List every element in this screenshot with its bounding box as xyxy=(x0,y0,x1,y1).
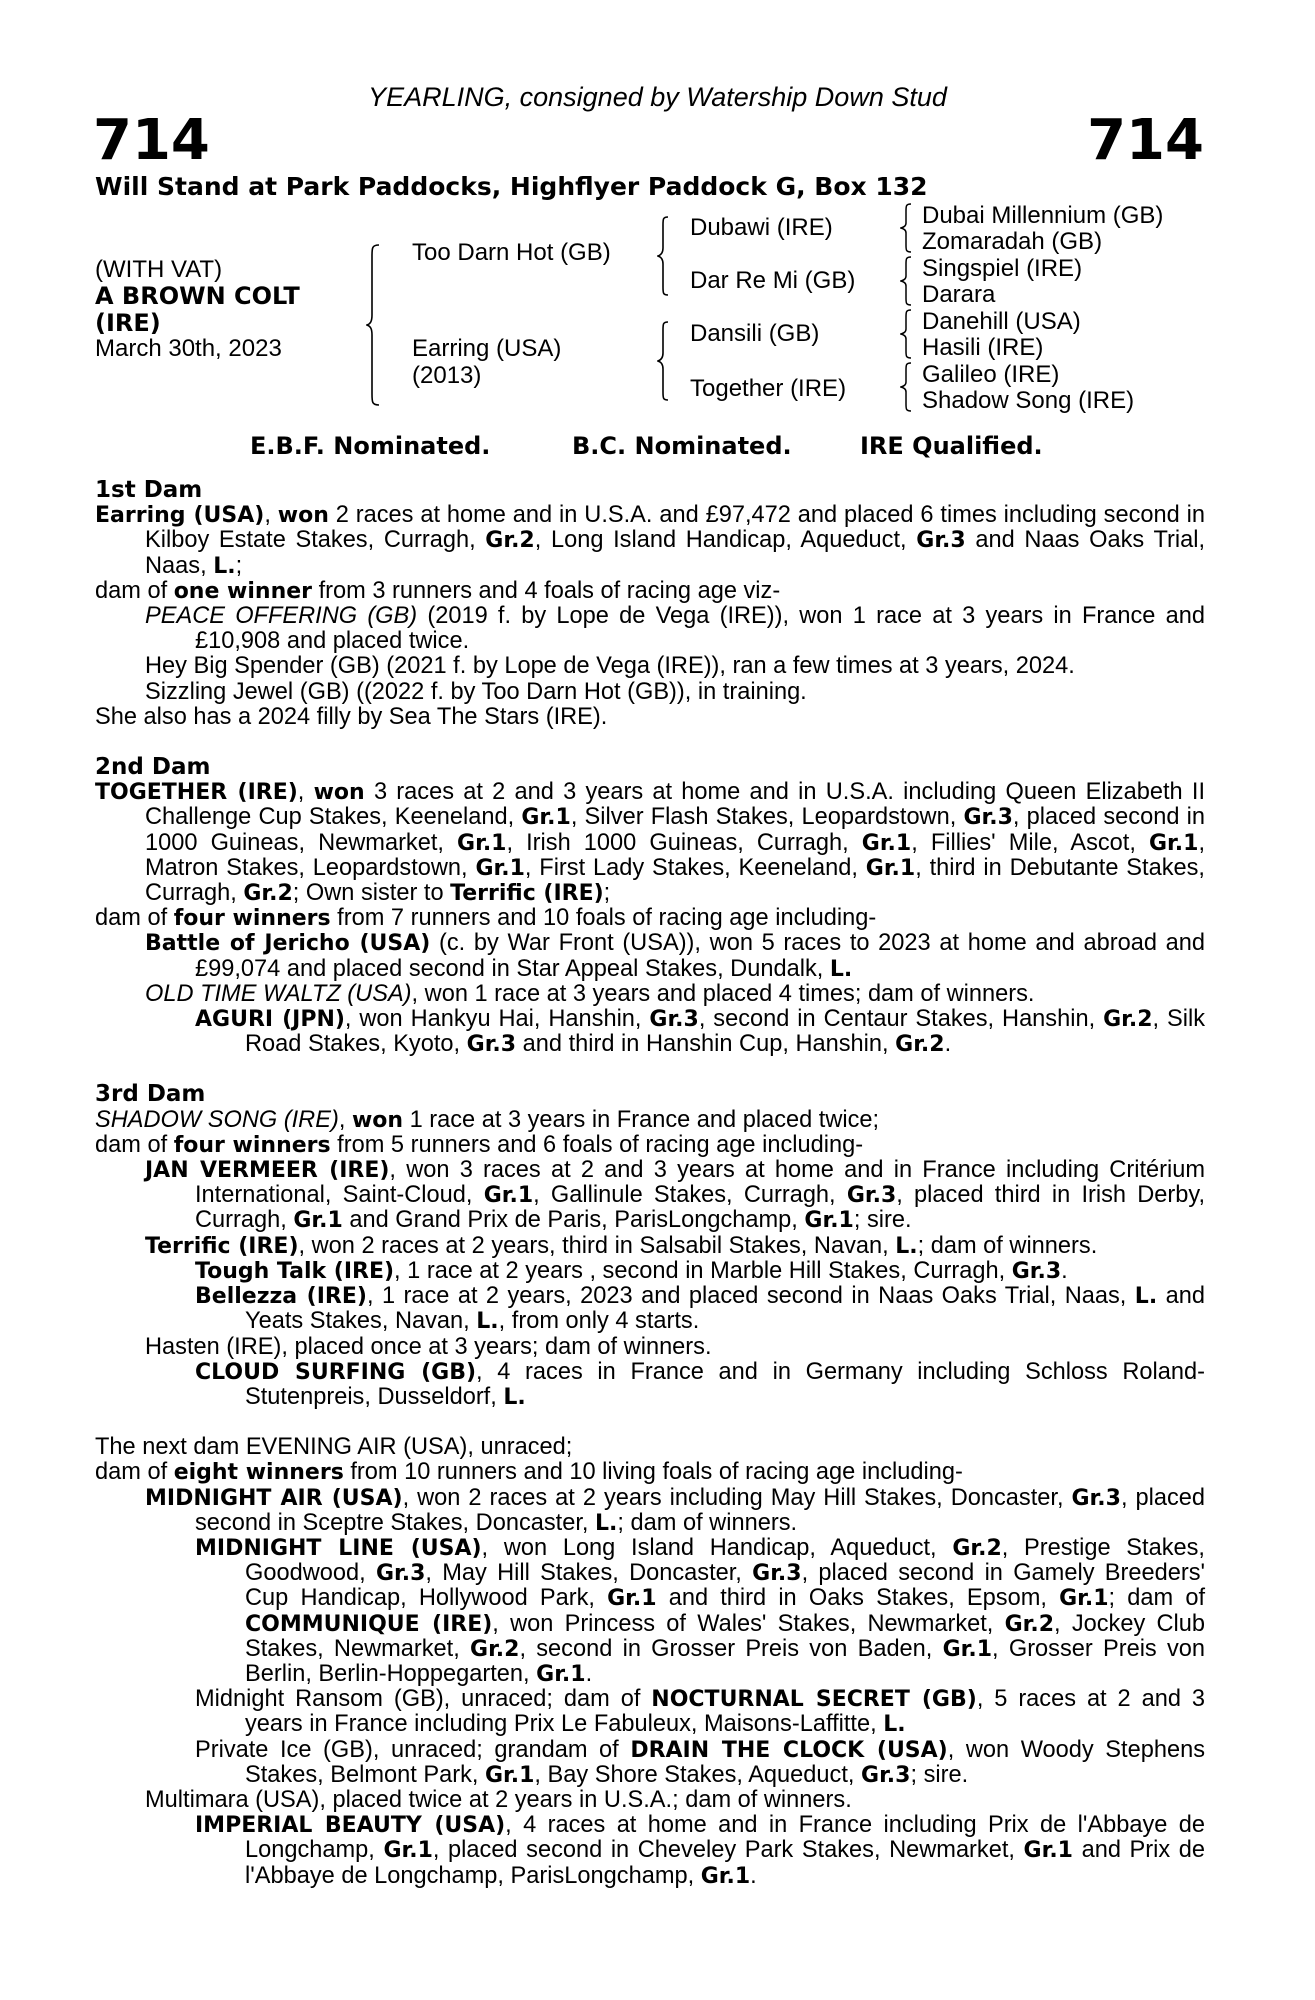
bold-text: four winners xyxy=(173,1132,331,1158)
text-run: , Bay Shore Stakes, Aqueduct, xyxy=(534,1761,862,1788)
stand-location: Will Stand at Park Paddocks, Highflyer Paddock G, Box 132 xyxy=(95,172,928,201)
text-run: . xyxy=(750,1862,757,1889)
text-run: and Yeats Stakes, Navan, xyxy=(245,1283,1205,1335)
text-run: The next dam EVENING AIR (USA), unraced; xyxy=(95,1434,573,1461)
bold-text: one winner xyxy=(173,578,313,604)
text-run: 2 races at home and in U.S.A. and £97,472 and placed 6 times including second in Kilboy Estate Stakes, Curragh, xyxy=(145,502,1205,554)
text-run: , Irish 1000 Guineas, Curragh, xyxy=(506,829,862,856)
family-entry xyxy=(95,1813,1205,1889)
bold-text: Terrific (IRE) xyxy=(145,1233,299,1259)
family-entry xyxy=(95,1234,1205,1259)
bold-text: Gr.1 xyxy=(536,1661,586,1687)
section-heading: 2nd Dam xyxy=(95,754,211,781)
text-run: , Jockey Club Stakes, Newmarket, xyxy=(245,1610,1205,1662)
text-run: Multimara (USA), placed twice at 2 years in U.S.A.; dam of winners. xyxy=(145,1786,852,1813)
text-run: dam of xyxy=(95,1131,174,1158)
text-run: , won Hankyu Hai, Hanshin, xyxy=(344,1006,650,1033)
pedigree-brace-1 xyxy=(366,244,380,406)
bold-text: MIDNIGHT AIR (USA) xyxy=(145,1485,403,1511)
bold-text: Gr.3 xyxy=(963,805,1013,831)
bc-nomination: B.C. Nominated. xyxy=(572,432,792,460)
bold-text: Gr.3 xyxy=(861,1762,911,1788)
lot-number-right: 714 xyxy=(1087,108,1204,173)
text-run: (2019 f. by Lope de Vega (IRE)), won 1 race at 3 years in France and £10,908 and placed twice. xyxy=(195,603,1206,655)
family-entry xyxy=(95,1460,1205,1485)
bold-text: L. xyxy=(1134,1284,1158,1310)
bold-text: Gr.1 xyxy=(942,1636,993,1662)
text-run: , May Hill Stakes, Doncaster, xyxy=(425,1560,753,1587)
horse-name: A BROWN COLT xyxy=(95,282,300,310)
text-run: , 4 races in France and in Germany including Schloss Roland-Stutenpreis, Dusseldorf, xyxy=(245,1358,1206,1410)
ancestor-6: Hasili (IRE) xyxy=(922,334,1044,361)
text-run: , placed second in Cheveley Park Stakes, Newmarket, xyxy=(432,1837,1024,1864)
pedigree-brace-6 xyxy=(900,309,912,359)
text-run: , second in Grosser Preis von Baden, xyxy=(519,1635,943,1662)
bold-text: Gr.2 xyxy=(243,881,293,907)
text-run: , won 3 races at 2 and 3 years at home and in France including Critérium International, Saint-Cloud, xyxy=(195,1157,1205,1209)
text-run: , Prestige Stakes, Goodwood, xyxy=(245,1534,1205,1587)
bold-text: Gr.1 xyxy=(457,830,507,856)
text-run: Private Ice (GB), unraced; grandam of xyxy=(195,1736,631,1763)
text-run: , third in Debutante Stakes, Curragh, xyxy=(145,854,1205,907)
bold-text: L. xyxy=(503,1384,526,1410)
bold-text: four winners xyxy=(173,906,331,932)
text-run: , placed second in 1000 Guineas, Newmarket, xyxy=(145,804,1205,856)
bold-text: Gr.1 xyxy=(861,830,912,856)
ancestor-1: Dubai Millennium (GB) xyxy=(922,202,1164,229)
text-run: 3 races at 2 and 3 years at home and in U.S.A. including Queen Elizabeth II Challenge Cup Stakes, Keeneland, xyxy=(145,779,1205,831)
family-entry xyxy=(95,982,1205,1007)
family-entry xyxy=(95,1108,1205,1133)
text-run: , Fillies' Mile, Ascot, xyxy=(911,829,1149,856)
section-heading: 3rd Dam xyxy=(95,1081,206,1108)
text-run: and Naas Oaks Trial, Naas, xyxy=(145,527,1206,579)
text-run: . xyxy=(1061,1257,1068,1284)
bold-text: JAN VERMEER (IRE) xyxy=(145,1158,390,1184)
bold-text: Gr.1 xyxy=(700,1863,751,1889)
section-heading: 1st Dam xyxy=(95,477,203,503)
text-run: and third in Hanshin Cup, Hanshin, xyxy=(516,1031,896,1058)
bold-text: Gr.1 xyxy=(483,1183,534,1209)
bold-text: Gr.3 xyxy=(1011,1258,1062,1284)
dam-sire: Dansili (GB) xyxy=(690,320,820,347)
ancestor-7: Galileo (IRE) xyxy=(922,361,1060,388)
family-section xyxy=(95,1082,1205,1410)
dam-name: Earring (USA) xyxy=(412,335,562,362)
bold-text: Gr.1 xyxy=(383,1838,433,1864)
section-gap xyxy=(95,1410,1205,1435)
sire-name: Too Darn Hot (GB) xyxy=(412,239,611,266)
text-run: , xyxy=(297,779,314,806)
text-run: and Grand Prix de Paris, ParisLongchamp, xyxy=(342,1207,805,1234)
bold-text: NOCTURNAL SECRET (GB) xyxy=(651,1687,977,1713)
text-run: , placed third in Irish Derby, Curragh, xyxy=(195,1182,1205,1234)
family-entry xyxy=(95,1788,1205,1813)
family-entry xyxy=(95,503,1205,579)
family-entry xyxy=(95,906,1205,931)
family-entry xyxy=(95,1486,1205,1536)
text-run: , First Lady Stakes, Keeneland, xyxy=(524,854,866,881)
bold-text: Earring (USA) xyxy=(95,503,265,529)
family-entry xyxy=(95,680,1205,705)
text-run: , won 1 race at 3 years and placed 4 times; dam of winners. xyxy=(411,980,1035,1007)
section-gap xyxy=(95,730,1205,755)
italic-text: SHADOW SONG (IRE) xyxy=(95,1106,339,1133)
horse-origin: (IRE) xyxy=(95,309,161,337)
text-run: Hasten (IRE), placed once at 3 years; dam of winners. xyxy=(145,1333,712,1360)
text-run: from 5 runners and 6 foals of racing age including- xyxy=(330,1131,864,1158)
bold-text: L. xyxy=(895,1233,918,1259)
bold-text: Gr.1 xyxy=(293,1208,343,1234)
pedigree-brace-2 xyxy=(657,216,669,296)
family-entry xyxy=(95,1360,1205,1410)
family-entry xyxy=(95,654,1205,679)
sire-sire: Dubawi (IRE) xyxy=(690,214,833,241)
bold-text: Gr.2 xyxy=(952,1535,1002,1561)
bold-text: Gr.2 xyxy=(485,528,535,554)
bold-text: won xyxy=(351,1107,404,1133)
text-run: , placed second in Sceptre Stakes, Doncaster, xyxy=(195,1484,1206,1536)
bold-text: L. xyxy=(476,1309,499,1335)
text-run: , won 2 races at 2 years including May Hill Stakes, Doncaster, xyxy=(402,1484,1072,1511)
family-entry xyxy=(95,1158,1205,1234)
text-run: 1 race at 3 years in France and placed twice; xyxy=(403,1106,880,1133)
ebf-nomination: E.B.F. Nominated. xyxy=(250,432,491,460)
text-run: , second in Centaur Stakes, Hanshin, xyxy=(698,1006,1104,1033)
pedigree-brace-7 xyxy=(900,362,912,412)
consignor-line: YEARLING, consigned by Watership Down Stud xyxy=(368,82,947,112)
bold-text: Gr.3 xyxy=(375,1561,426,1587)
text-run: ; dam of xyxy=(1108,1585,1205,1612)
text-run: She also has a 2024 filly by Sea The Stars (IRE). xyxy=(95,703,608,730)
text-run: , won 2 races at 2 years, third in Salsabil Stakes, Navan, xyxy=(298,1232,896,1259)
text-run: , placed second in Gamely Breeders' Cup Handicap, Hollywood Park, xyxy=(245,1560,1206,1612)
section-gap xyxy=(95,1057,1205,1082)
family-entry xyxy=(95,705,1205,730)
family-entry xyxy=(95,1435,1205,1460)
text-run: Hey Big Spender (GB) (2021 f. by Lope de Vega (IRE)), ran a few times at 3 years, 2024. xyxy=(145,653,1075,680)
text-run: ; sire. xyxy=(910,1761,969,1788)
bold-text: Gr.1 xyxy=(521,805,571,831)
family-entry xyxy=(95,1133,1205,1158)
text-run: ; sire. xyxy=(853,1207,912,1234)
bold-text: Gr.2 xyxy=(895,1032,945,1058)
text-run: ; dam of winners. xyxy=(917,1232,1098,1259)
text-run: , 1 race at 2 years , second in Marble Hill Stakes, Curragh, xyxy=(394,1257,1012,1284)
text-run: . xyxy=(585,1660,593,1687)
lot-number-left: 714 xyxy=(93,108,210,173)
family-entry xyxy=(95,579,1205,604)
family-section xyxy=(95,478,1205,730)
bold-text: Gr.1 xyxy=(484,1762,535,1788)
ancestor-3: Singspiel (IRE) xyxy=(922,255,1083,282)
text-run: , 1 race at 2 years, 2023 and placed second in Naas Oaks Trial, Naas, xyxy=(366,1283,1135,1310)
bold-text: AGURI (JPN) xyxy=(195,1007,345,1033)
text-run: dam of xyxy=(95,1459,174,1486)
pedigree-brace-4 xyxy=(900,203,912,253)
bold-text: Gr.3 xyxy=(466,1032,517,1058)
text-run: dam of xyxy=(95,577,174,604)
text-run: ; xyxy=(235,552,243,579)
text-run: (c. by War Front (USA)), won 5 races to 2023 at home and abroad and £99,074 and placed second in Star Appeal Stakes, Dundalk, xyxy=(195,930,1205,982)
bold-text: IMPERIAL BEAUTY (USA) xyxy=(195,1813,506,1839)
bold-text: Battle of Jericho (USA) xyxy=(145,931,431,957)
family-entry xyxy=(95,1284,1205,1334)
text-run: , won Woody Stephens Stakes, Belmont Park, xyxy=(245,1736,1205,1788)
bold-text: Gr.3 xyxy=(916,528,966,554)
dam-dam: Together (IRE) xyxy=(690,375,847,402)
bold-text: Gr.2 xyxy=(1103,1007,1153,1033)
ancestor-4: Darara xyxy=(922,281,996,308)
text-run: from 7 runners and 10 foals of racing age including- xyxy=(330,905,877,932)
bold-text: eight winners xyxy=(173,1460,344,1486)
text-run: , from only 4 starts. xyxy=(498,1308,700,1335)
family-entry xyxy=(95,931,1205,981)
bold-text: Gr.1 xyxy=(1149,830,1199,856)
pedigree-brace-3 xyxy=(657,321,669,401)
italic-text: OLD TIME WALTZ (USA) xyxy=(145,980,412,1007)
family-entry xyxy=(95,1536,1205,1687)
bold-text: Gr.1 xyxy=(1023,1838,1073,1864)
bold-text: Gr.1 xyxy=(1059,1586,1109,1612)
ancestor-5: Danehill (USA) xyxy=(922,308,1081,335)
family-entry xyxy=(95,1259,1205,1284)
family-entry xyxy=(95,1687,1205,1737)
text-run: ; xyxy=(603,880,611,907)
bold-text: won xyxy=(313,780,365,806)
family-details xyxy=(95,478,1205,1889)
text-run: , xyxy=(264,502,278,529)
text-run: ; Own sister to xyxy=(292,880,451,907)
bold-text: won xyxy=(277,503,329,529)
text-run: from 3 runners and 4 foals of racing age viz- xyxy=(312,577,781,604)
bold-text: L. xyxy=(213,553,236,579)
bold-text: Gr.1 xyxy=(475,855,525,881)
family-entry xyxy=(95,1007,1205,1057)
bold-text: TOGETHER (IRE) xyxy=(95,780,298,806)
bold-text: Gr.2 xyxy=(1004,1611,1055,1637)
text-run: dam of xyxy=(95,905,174,932)
text-run: Sizzling Jewel (GB) ((2022 f. by Too Darn Hot (GB)), in training. xyxy=(145,678,807,705)
bold-text: Gr.1 xyxy=(804,1208,854,1234)
pedigree-brace-5 xyxy=(900,256,912,306)
text-run: , won Princess of Wales' Stakes, Newmarket, xyxy=(492,1610,1005,1637)
bold-text: Gr.1 xyxy=(607,1586,657,1612)
sire-dam: Dar Re Mi (GB) xyxy=(690,267,856,294)
bold-text: Gr.3 xyxy=(846,1183,897,1209)
text-run: , Grosser Preis von Berlin, Berlin-Hoppegarten, xyxy=(245,1635,1206,1687)
text-run: from 10 runners and 10 living foals of racing age including- xyxy=(343,1459,963,1486)
family-entry xyxy=(95,1738,1205,1788)
text-run: ; dam of winners. xyxy=(617,1509,798,1536)
bold-text: L. xyxy=(883,1712,906,1738)
text-run: , 5 races at 2 and 3 years in France including Prix Le Fabuleux, Maisons-Laffitte, xyxy=(245,1686,1205,1738)
text-run: , won Long Island Handicap, Aqueduct, xyxy=(481,1534,953,1561)
family-section xyxy=(95,755,1205,1057)
bold-text: Bellezza (IRE) xyxy=(195,1284,367,1310)
bold-text: Terrific (IRE) xyxy=(450,881,604,907)
vat-note: (WITH VAT) xyxy=(95,256,223,283)
foaling-date: March 30th, 2023 xyxy=(95,335,282,362)
text-run: , Long Island Handicap, Aqueduct, xyxy=(534,527,917,554)
family-section xyxy=(95,1435,1205,1889)
text-run: Midnight Ransom (GB), unraced; dam of xyxy=(195,1686,652,1713)
bold-text: CLOUD SURFING (GB) xyxy=(195,1359,477,1385)
dam-year: (2013) xyxy=(412,362,482,389)
bold-text: Gr.2 xyxy=(470,1636,520,1662)
bold-text: COMMUNIQUE (IRE) xyxy=(245,1611,493,1637)
bold-text: Gr.3 xyxy=(752,1561,802,1587)
bold-text: Gr.3 xyxy=(649,1007,699,1033)
text-run: . xyxy=(944,1031,952,1058)
family-entry xyxy=(95,604,1205,654)
bold-text: DRAIN THE CLOCK (USA) xyxy=(630,1737,948,1763)
bold-text: Gr.1 xyxy=(865,855,916,881)
text-run: , Silk Road Stakes, Kyoto, xyxy=(245,1006,1205,1058)
bold-text: MIDNIGHT LINE (USA) xyxy=(195,1535,482,1561)
text-run: , Silver Flash Stakes, Leopardstown, xyxy=(570,804,964,831)
text-run: , 4 races at home and in France including Prix de l'Abbaye de Longchamp, xyxy=(245,1812,1206,1864)
ancestor-8: Shadow Song (IRE) xyxy=(922,387,1135,414)
text-run: , Gallinule Stakes, Curragh, xyxy=(533,1182,847,1209)
text-run: and Prix de l'Abbaye de Longchamp, ParisLongchamp, xyxy=(245,1837,1205,1889)
ancestor-2: Zomaradah (GB) xyxy=(922,228,1103,255)
bold-text: L. xyxy=(595,1510,618,1536)
text-run: , xyxy=(338,1106,352,1133)
bold-text: Tough Talk (IRE) xyxy=(195,1258,395,1284)
bold-text: L. xyxy=(829,956,853,982)
italic-text: PEACE OFFERING (GB) xyxy=(145,603,418,630)
bold-text: Gr.3 xyxy=(1071,1485,1121,1511)
text-run: , Matron Stakes, Leopardstown, xyxy=(145,829,1205,881)
family-entry xyxy=(95,1335,1205,1360)
text-run: and third in Oaks Stakes, Epsom, xyxy=(656,1585,1060,1612)
ire-qualified: IRE Qualified. xyxy=(860,432,1043,460)
family-entry xyxy=(95,780,1205,906)
